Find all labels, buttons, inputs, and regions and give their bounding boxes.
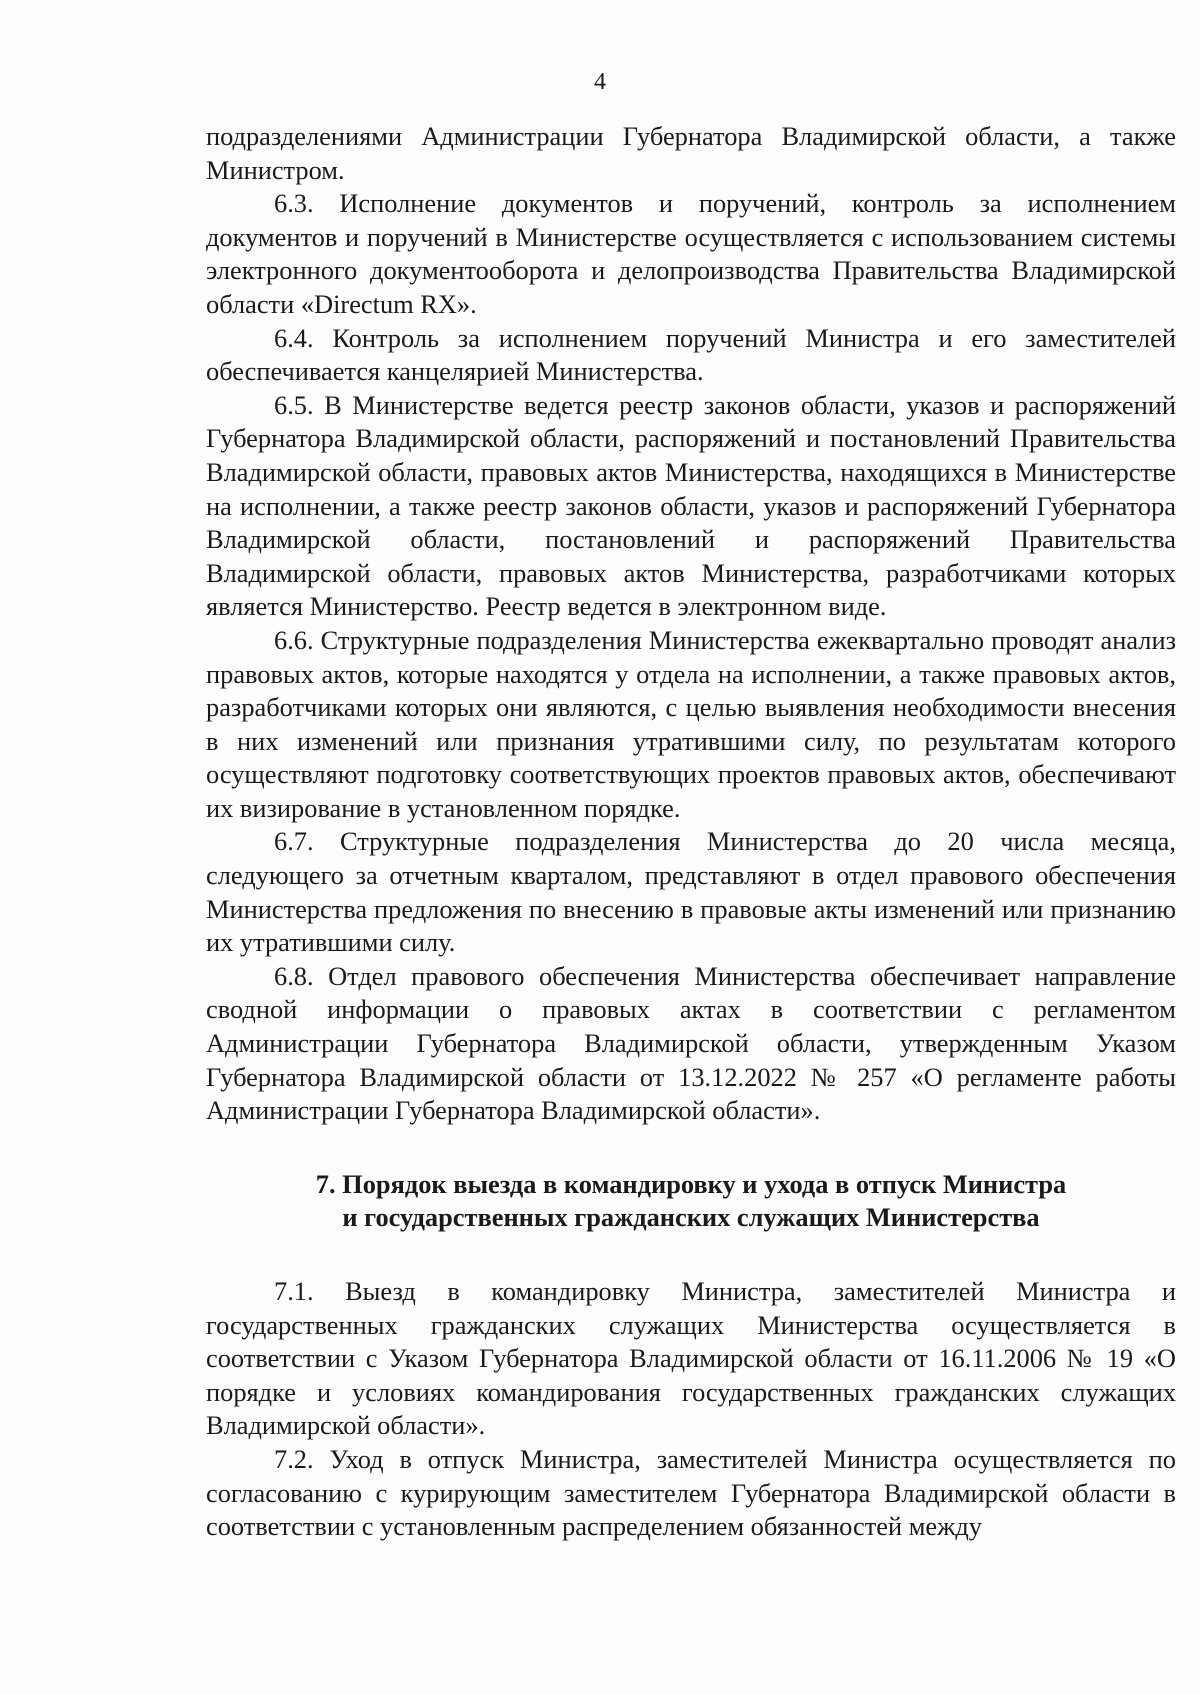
paragraph-6-8: 6.8. Отдел правового обеспечения Министерства обеспечивает направление сводной информации о правовых актах в соответствии с регламентом Администрации Губернатора Владимирской области, утвержденным Указом Губернатора Владимирской области от 13.12.2022 № 257 «О регламенте работы Администрации Губернатора Владимирской области». xyxy=(206,960,1176,1126)
paragraph-6-3: 6.3. Исполнение документов и поручений, контроль за исполнением документов и поручений в Министерстве осуществляется с использованием системы электронного документооборота и делопроизводства Правительства Владимирской области «Directum RX». xyxy=(206,188,1176,319)
paragraph-6-5: 6.5. В Министерстве ведется реестр законов области, указов и распоряжений Губернатора Владимирской области, распоряжений и постановлений Правительства Владимирской области, правовых актов Министерства, находящихся в Министерстве на исполнении, а также реестр законов области, указов и распоряжений Губернатора Владимирской области, постановлений и распоряжений Правительства Владимирской области, правовых актов Министерства, разработчиками которых является Министерство. Реестр ведется в электронном виде. xyxy=(206,389,1176,622)
document-body xyxy=(206,120,1176,1544)
paragraph-continuation: подразделениями Администрации Губернатора Владимирской области, а также Министром. xyxy=(206,121,1176,185)
page-number: 4 xyxy=(594,69,606,95)
paragraph-7-1: 7.1. Выезд в командировку Министра, заместителей Министра и государственных гражданских служащих Министерства осуществляется в соответствии с Указом Губернатора Владимирской области от 16.11.2006 № 19 «О порядке и условиях командирования государственных гражданских служащих Владимирской области». xyxy=(206,1276,1176,1441)
paragraph-6-6: 6.6. Структурные подразделения Министерства ежеквартально проводят анализ правовых актов, которые находятся у отдела на исполнении, а также правовых актов, разработчиками которых они являются, с целью выявления необходимости внесения в них изменений или признания утратившими силу, по результатам которого осуществляют подготовку соответствующих проектов правовых актов, обеспечивают их визирование в установленном порядке. xyxy=(206,624,1176,823)
section-7-title xyxy=(206,1168,1176,1235)
paragraph-6-4: 6.4. Контроль за исполнением поручений Министра и его заместителей обеспечивается канцелярией Министерства. xyxy=(206,322,1176,387)
section-title-line-1: 7. Порядок выезда в командировку и ухода в отпуск Министра xyxy=(315,1168,1067,1199)
section-title-line-2: и государственных гражданских служащих Министерства xyxy=(342,1202,1040,1233)
paragraph-6-7: 6.7. Структурные подразделения Министерства до 20 числа месяца, следующего за отчетным кварталом, представляют в отдел правового обеспечения Министерства предложения по внесению в правовые акты изменений или признанию их утратившими силу. xyxy=(206,826,1176,958)
paragraph-7-2: 7.2. Уход в отпуск Министра, заместителей Министра осуществляется по согласованию с курирующим заместителем Губернатора Владимирской области в соответствии с установленным распределением обязанностей между xyxy=(206,1443,1176,1542)
